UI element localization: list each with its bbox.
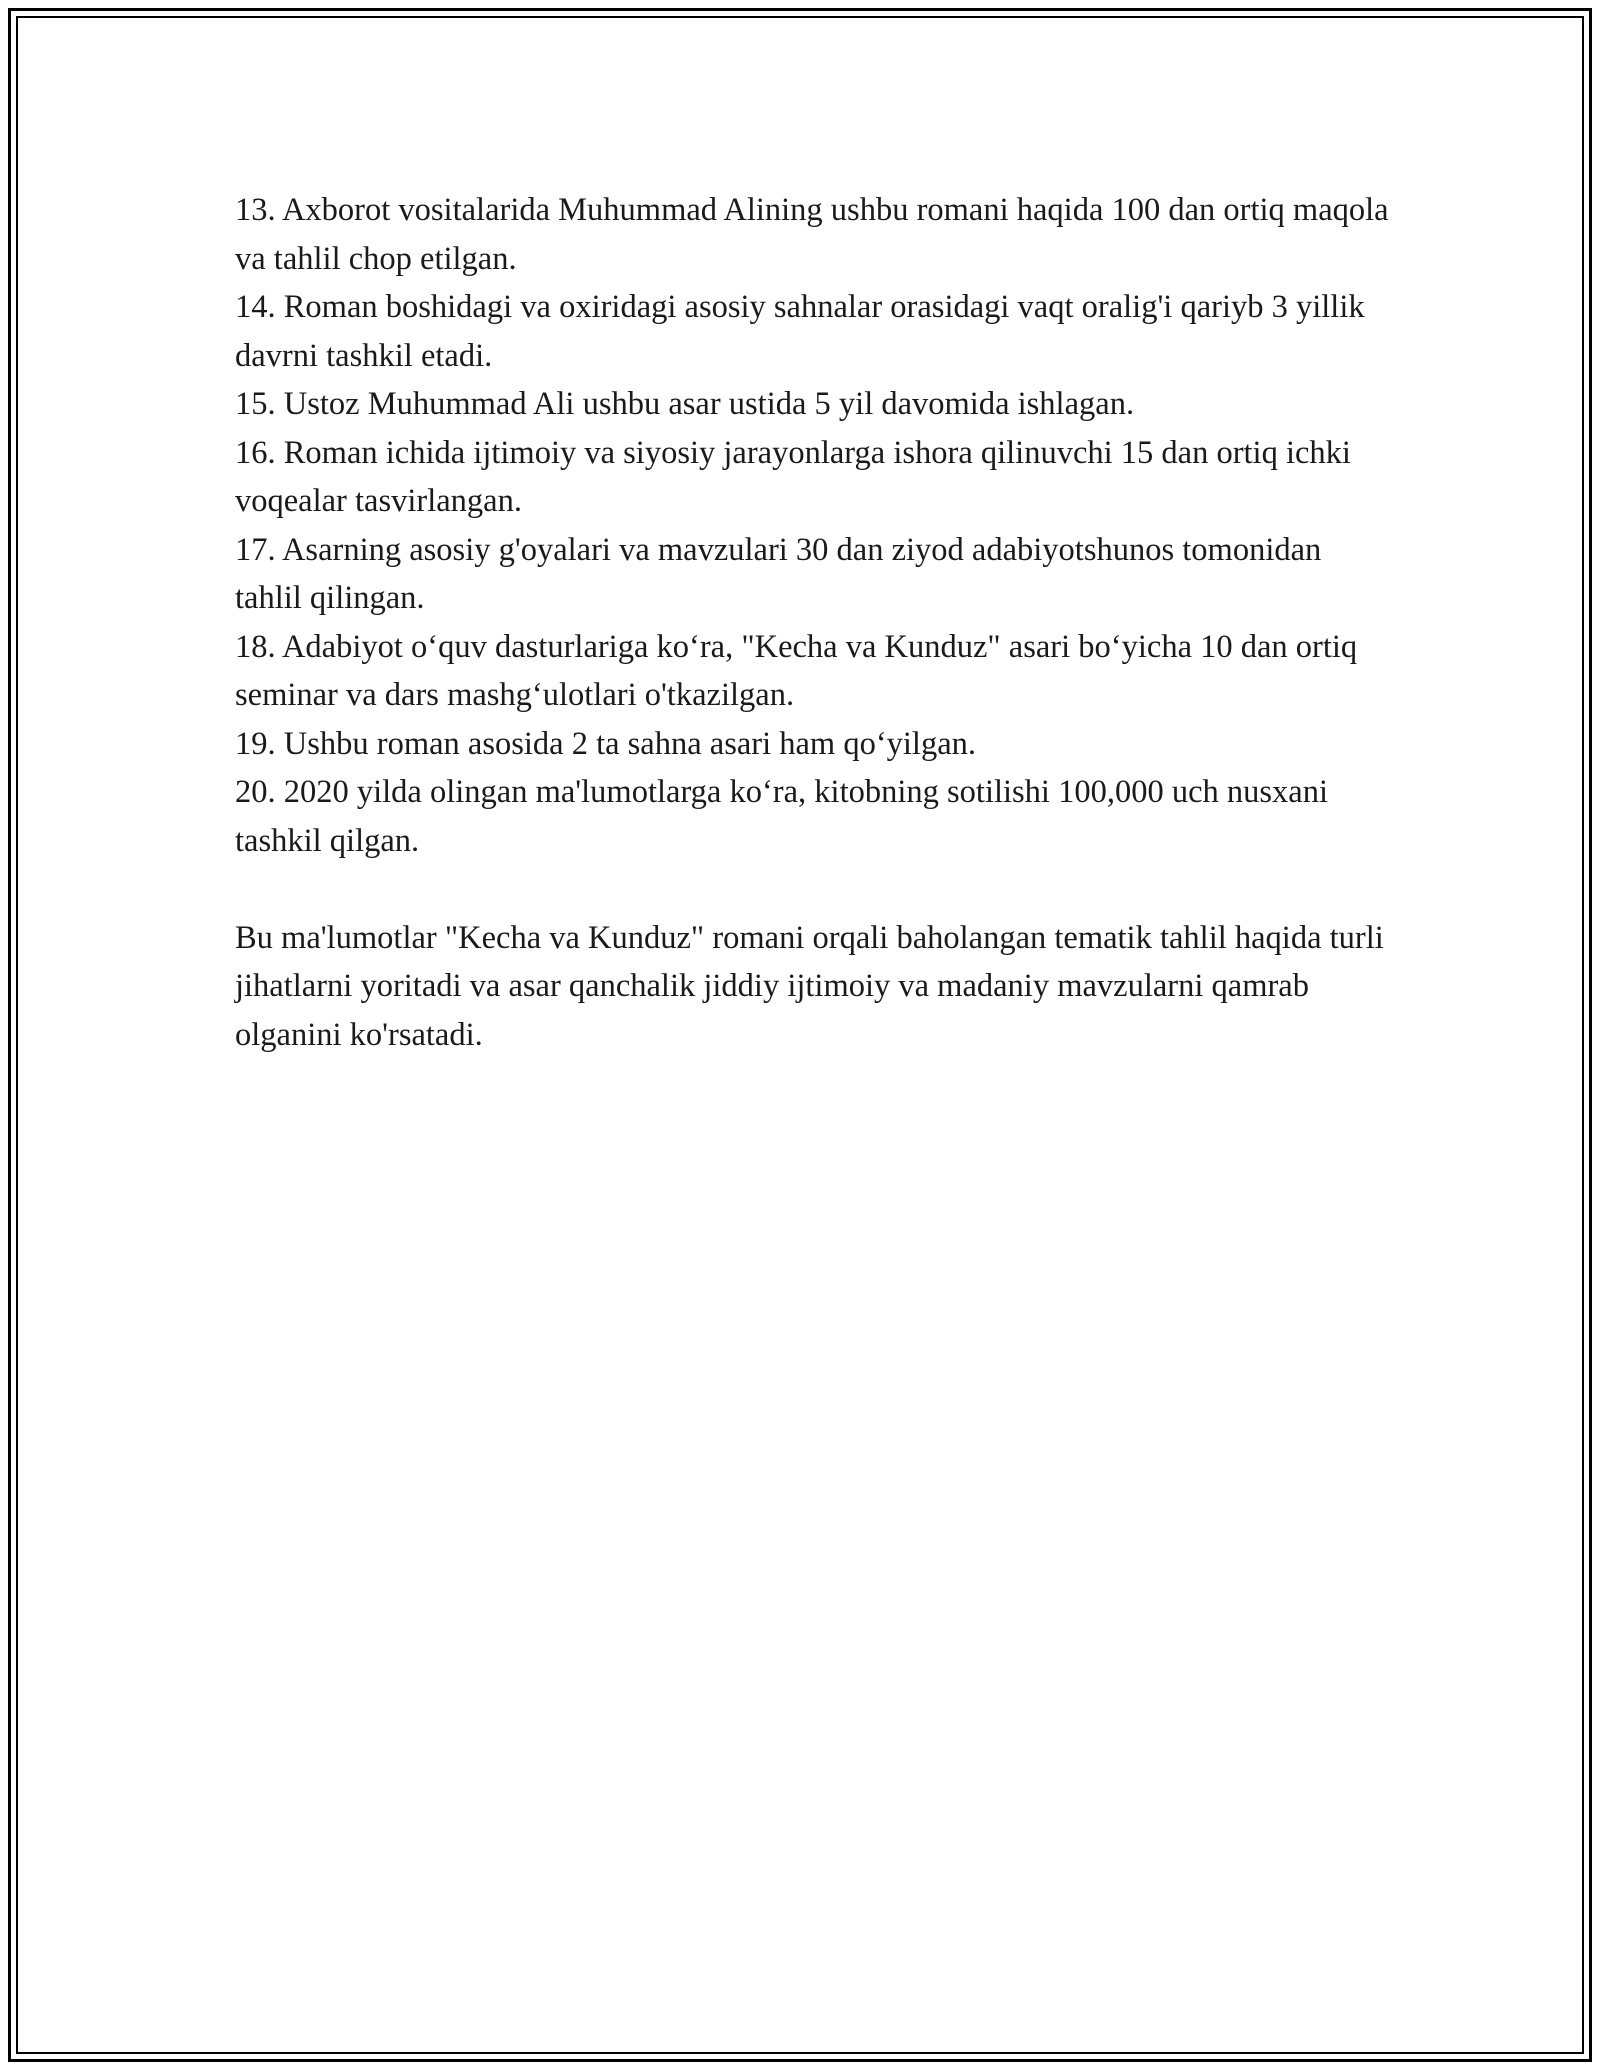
list-item-19: 19. Ushbu roman asosida 2 ta sahna asari ham qo‘yilgan. — [235, 725, 977, 762]
list-item-20: 20. 2020 yilda olingan ma'lumotlarga ko‘ra, kitobning sotilishi 100,000 uch nusxani tashkil qilgan. — [235, 774, 1328, 859]
list-item-14: 14. Roman boshidagi va oxiridagi asosiy sahnalar orasidagi vaqt oralig'i qariyb 3 yillik davrni tashkil etadi. — [235, 289, 1365, 374]
list-item-13: 13. Axborot vositalarida Muhummad Alining ushbu romani haqida 100 dan ortiq maqola va tahlil chop etilgan. — [235, 192, 1389, 277]
list-item-17: 17. Asarning asosiy g'oyalari va mavzulari 30 dan ziyod adabiyotshunos tomonidan tahlil qilingan. — [235, 531, 1322, 616]
list-item-18: 18. Adabiyot o‘quv dasturlariga ko‘ra, "Kecha va Kunduz" asari bo‘yicha 10 dan ortiq seminar va dars mashg‘ulotlari o'tkazilgan. — [235, 628, 1358, 713]
list-item-16: 16. Roman ichida ijtimoiy va siyosiy jarayonlarga ishora qilinuvchi 15 dan ortiq ichki voqealar tasvirlangan. — [235, 434, 1351, 519]
document-body — [235, 186, 1395, 1059]
list-item-15: 15. Ustoz Muhummad Ali ushbu asar ustida 5 yil davomida ishlagan. — [235, 386, 1135, 422]
conclusion-paragraph: Bu ma'lumotlar "Kecha va Kunduz" romani orqali baholangan tematik tahlil haqida turli jihatlarni yoritadi va asar qanchalik jiddiy ijtimoiy va madaniy mavzularni qamrab olganini ko'rsatadi. — [235, 919, 1384, 1053]
